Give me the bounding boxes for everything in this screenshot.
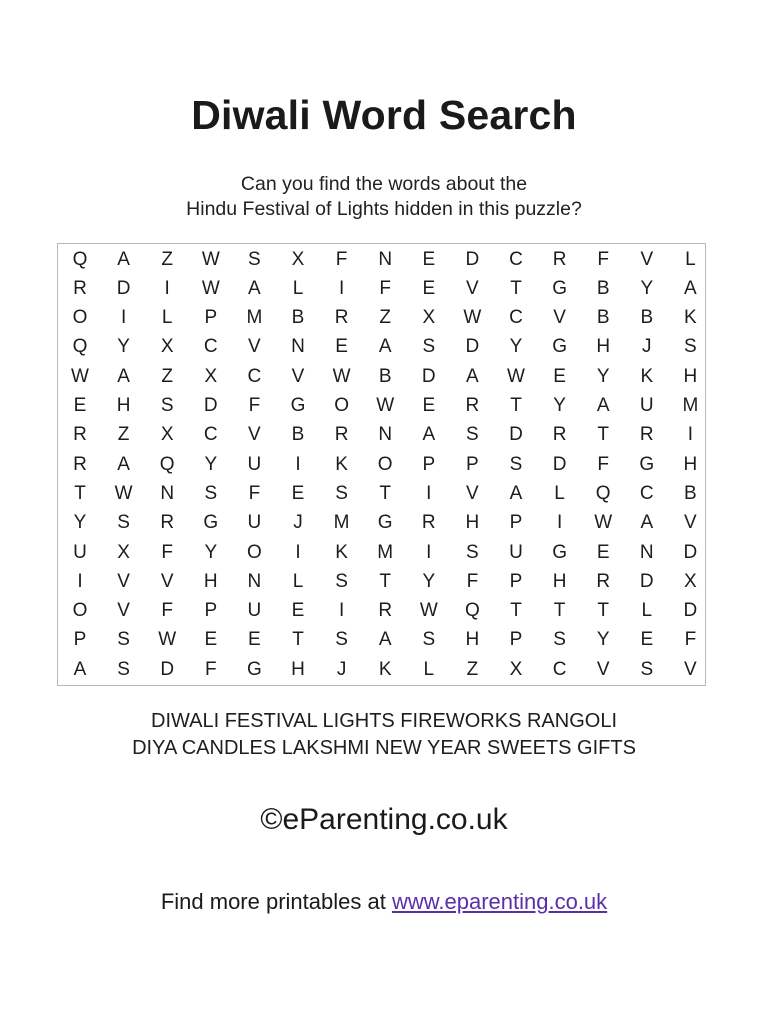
grid-cell: Q	[72, 248, 88, 270]
grid-cell: G	[203, 512, 219, 534]
grid-cell: X	[509, 658, 523, 680]
grid-cell: G	[552, 336, 567, 358]
grid-cell: H	[203, 570, 218, 592]
grid-cell: S	[248, 248, 261, 270]
grid-cell: H	[552, 570, 567, 592]
grid-cell: X	[291, 248, 305, 270]
grid-cell: L	[554, 482, 565, 504]
grid-cell: L	[161, 307, 173, 329]
grid-cell: Z	[466, 658, 479, 680]
grid-cell: F	[466, 570, 479, 592]
grid-cell: J	[336, 658, 347, 680]
instructions-line-2: Hindu Festival of Lights hidden in this puzzle?	[186, 198, 582, 220]
grid-cell: V	[684, 512, 697, 534]
grid-cell: L	[685, 248, 696, 270]
grid-cell: K	[684, 307, 697, 329]
grid-cell: V	[160, 570, 174, 592]
grid-cell: A	[378, 629, 392, 651]
grid-cell: Y	[596, 365, 610, 387]
grid-cell: E	[422, 277, 436, 299]
grid-cell: Z	[379, 307, 391, 329]
grid-cell: S	[160, 395, 174, 416]
grid-cell: R	[639, 424, 654, 446]
grid-cell: T	[597, 600, 609, 622]
word-search-grid	[57, 243, 706, 686]
grid-cell: P	[509, 629, 523, 651]
grid-cell: E	[422, 395, 436, 416]
grid-cell: P	[466, 453, 479, 475]
grid-cell: A	[684, 277, 697, 299]
grid-cell: I	[120, 307, 127, 329]
footer-text: Find more printables at	[160, 889, 392, 914]
grid-cell: V	[117, 600, 130, 622]
grid-cell: Y	[117, 336, 130, 358]
grid-cell: P	[204, 307, 218, 329]
grid-cell: X	[422, 307, 436, 329]
grid-cell: Z	[161, 248, 173, 270]
grid-cell: I	[426, 482, 432, 504]
grid-cell: D	[465, 336, 480, 358]
grid-cell: T	[510, 277, 522, 299]
grid-cell: L	[292, 277, 304, 299]
grid-cell: O	[72, 307, 88, 329]
grid-cell: V	[291, 365, 305, 387]
grid-cell: H	[465, 629, 480, 651]
copyright-notice: ©eParenting.co.uk	[260, 803, 508, 836]
grid-cell: W	[201, 277, 220, 299]
grid-cell: Q	[159, 453, 175, 475]
grid-cell: D	[421, 365, 436, 387]
grid-cell: Y	[509, 336, 523, 358]
grid-cell: T	[510, 600, 522, 622]
grid-cell: S	[335, 570, 348, 592]
grid-cell: J	[293, 512, 303, 534]
grid-cell: P	[509, 570, 523, 592]
grid-cell: S	[466, 541, 479, 563]
grid-cell: T	[597, 424, 609, 446]
grid-cell: O	[334, 395, 349, 416]
grid-cell: V	[596, 658, 610, 680]
grid-cell: G	[552, 541, 567, 563]
grid-cell: W	[376, 395, 395, 416]
grid-cell: A	[596, 395, 610, 416]
grid-cell: Q	[72, 336, 88, 358]
grid-cell: G	[377, 512, 393, 534]
grid-cell: O	[72, 600, 88, 622]
grid-cell: R	[73, 453, 87, 475]
grid-cell: F	[335, 248, 348, 270]
grid-cell: U	[509, 541, 523, 563]
grid-cell: L	[641, 600, 653, 622]
grid-cell: F	[597, 248, 609, 270]
grid-cell: C	[552, 658, 567, 680]
grid-cell: S	[422, 629, 436, 651]
grid-cell: A	[640, 512, 654, 534]
word-list-line-1: DIWALI FESTIVAL LIGHTS FIREWORKS RANGOLI	[151, 710, 617, 732]
grid-cell: F	[379, 277, 391, 299]
footer	[0, 889, 768, 915]
grid-cell: W	[594, 512, 613, 534]
grid-cell: D	[160, 658, 175, 680]
grid-cell: G	[290, 395, 306, 416]
grid-cell: X	[160, 424, 174, 446]
grid-cell: F	[248, 395, 261, 416]
grid-cell: R	[378, 600, 393, 622]
grid-cell: V	[640, 248, 654, 270]
grid-cell: I	[338, 600, 345, 622]
grid-cell: Y	[73, 512, 87, 534]
grid-cell: E	[248, 629, 261, 651]
grid-cell: K	[378, 658, 392, 680]
grid-cell: S	[335, 482, 348, 504]
grid-cell: D	[683, 600, 698, 622]
grid-cell: N	[160, 482, 175, 504]
grid-cell: E	[335, 336, 348, 358]
grid-cell: I	[164, 277, 170, 299]
grid-cell: N	[639, 541, 654, 563]
grid-cell: C	[203, 336, 218, 358]
grid-cell: D	[552, 453, 567, 475]
grid-cell: R	[552, 424, 567, 446]
grid-cell: M	[377, 541, 394, 563]
grid-cell: N	[291, 336, 305, 358]
grid-cell: V	[248, 336, 261, 358]
grid-cell: C	[203, 424, 218, 446]
grid-cell: W	[114, 482, 133, 504]
grid-cell: A	[117, 248, 130, 270]
grid-cell: S	[640, 658, 654, 680]
grid-cell: I	[556, 512, 563, 534]
grid-cell: I	[426, 541, 432, 563]
grid-cell: D	[683, 541, 698, 563]
grid-cell: N	[378, 248, 393, 270]
grid-cell: P	[509, 512, 523, 534]
grid-cell: Y	[596, 629, 610, 651]
grid-cell: B	[596, 277, 610, 299]
grid-cell: A	[117, 453, 130, 475]
grid-cell: S	[117, 512, 130, 534]
grid-cell: E	[73, 395, 87, 416]
grid-cell: I	[295, 541, 301, 563]
grid-cell: A	[509, 482, 523, 504]
grid-cell: F	[161, 600, 173, 622]
grid-cell: S	[509, 453, 523, 475]
grid-cell: I	[687, 424, 694, 446]
grid-cell: S	[204, 482, 218, 504]
grid-cell: A	[378, 336, 392, 358]
grid-cell: X	[204, 365, 218, 387]
grid-cell: R	[160, 512, 175, 534]
grid-cell: L	[423, 658, 435, 680]
grid-cell: W	[507, 365, 525, 387]
grid-cell: W	[158, 629, 177, 651]
grid-cell: Q	[465, 600, 480, 622]
grid-cell: R	[596, 570, 611, 592]
grid-cell: S	[422, 336, 436, 358]
grid-cell: W	[463, 307, 482, 329]
grid-cell: P	[204, 600, 218, 622]
letter-grid	[58, 244, 705, 685]
grid-cell: I	[338, 277, 345, 299]
grid-cell: F	[204, 658, 217, 680]
grid-cell: B	[291, 307, 305, 329]
grid-cell: S	[117, 658, 130, 680]
grid-cell: I	[295, 453, 301, 475]
grid-cell: E	[204, 629, 218, 651]
page-title: Diwali Word Search	[191, 92, 577, 138]
grid-cell: A	[248, 277, 261, 299]
grid-cell: C	[509, 248, 523, 270]
grid-cell: U	[639, 395, 654, 416]
grid-cell: S	[684, 336, 697, 358]
grid-cell: K	[640, 365, 654, 387]
grid-cell: D	[509, 424, 523, 446]
grid-cell: Q	[595, 482, 611, 504]
grid-cell: E	[291, 600, 305, 622]
grid-cell: P	[73, 629, 87, 651]
grid-cell: W	[419, 600, 438, 622]
grid-cell: S	[466, 424, 479, 446]
grid-cell: T	[74, 482, 86, 504]
grid-cell: G	[552, 277, 567, 299]
instructions	[0, 172, 768, 222]
grid-cell: K	[335, 453, 348, 475]
grid-cell: A	[117, 365, 130, 387]
grid-cell: V	[553, 307, 566, 329]
grid-cell: U	[247, 600, 262, 622]
grid-cell: H	[683, 365, 698, 387]
grid-cell: O	[377, 453, 393, 475]
grid-cell: F	[161, 541, 173, 563]
word-list	[0, 708, 768, 762]
grid-cell: R	[421, 512, 436, 534]
grid-cell: V	[684, 658, 697, 680]
grid-cell: B	[640, 307, 654, 329]
grid-cell: L	[292, 570, 304, 592]
word-list-line-2: DIYA CANDLES LAKSHMI NEW YEAR SWEETS GIFTS	[132, 737, 636, 759]
grid-cell: B	[596, 307, 610, 329]
grid-cell: E	[422, 248, 436, 270]
grid-cell: C	[509, 307, 523, 329]
grid-cell: I	[77, 570, 83, 592]
grid-cell: T	[510, 395, 522, 416]
grid-cell: T	[379, 570, 391, 592]
grid-cell: H	[116, 395, 131, 416]
grid-cell: Y	[553, 395, 566, 416]
grid-cell: D	[203, 395, 218, 416]
grid-cell: F	[597, 453, 609, 475]
grid-cell: R	[73, 424, 87, 446]
grid-cell: S	[117, 629, 130, 651]
grid-cell: Y	[204, 541, 218, 563]
grid-cell: H	[596, 336, 611, 358]
instructions-line-1: Can you find the words about the	[240, 173, 528, 195]
grid-cell: X	[684, 570, 697, 592]
grid-cell: R	[334, 424, 349, 446]
grid-cell: Z	[161, 365, 173, 387]
grid-cell: E	[596, 541, 610, 563]
grid-cell: M	[246, 307, 263, 329]
grid-cell: Y	[422, 570, 436, 592]
grid-cell: R	[334, 307, 349, 329]
grid-cell: C	[639, 482, 654, 504]
grid-cell: M	[333, 512, 350, 534]
grid-cell: O	[247, 541, 262, 563]
grid-cell: S	[553, 629, 566, 651]
grid-cell: N	[378, 424, 393, 446]
grid-cell: T	[379, 482, 391, 504]
grid-cell: X	[117, 541, 130, 563]
grid-cell: V	[466, 277, 479, 299]
grid-cell: D	[639, 570, 654, 592]
grid-cell: G	[247, 658, 262, 680]
grid-cell: W	[332, 365, 351, 387]
grid-cell: K	[335, 541, 348, 563]
grid-cell: A	[422, 424, 436, 446]
grid-cell: B	[378, 365, 392, 387]
grid-cell: P	[422, 453, 436, 475]
grid-cell: B	[684, 482, 697, 504]
grid-cell: A	[466, 365, 479, 387]
grid-cell: W	[201, 248, 220, 270]
grid-cell: M	[682, 395, 699, 416]
grid-cell: W	[71, 365, 89, 387]
grid-cell: G	[639, 453, 655, 475]
grid-cell: U	[73, 541, 87, 563]
grid-cell: E	[291, 482, 305, 504]
grid-cell: A	[73, 658, 87, 680]
grid-cell: U	[247, 512, 262, 534]
grid-cell: T	[292, 629, 304, 651]
grid-cell: U	[247, 453, 262, 475]
grid-cell: T	[553, 600, 566, 622]
grid-cell: F	[248, 482, 261, 504]
grid-cell: H	[465, 512, 480, 534]
grid-cell: R	[465, 395, 480, 416]
grid-cell: B	[291, 424, 305, 446]
grid-cell: D	[116, 277, 131, 299]
website-link[interactable]: www.eparenting.co.uk	[391, 889, 608, 914]
grid-cell: Z	[117, 424, 130, 446]
grid-cell: F	[684, 629, 697, 651]
grid-cell: D	[465, 248, 480, 270]
grid-cell: R	[552, 248, 567, 270]
grid-cell: Y	[204, 453, 218, 475]
grid-cell: C	[247, 365, 262, 387]
grid-cell: S	[335, 629, 348, 651]
grid-cell: E	[640, 629, 654, 651]
grid-cell: X	[160, 336, 174, 358]
grid-cell: V	[248, 424, 261, 446]
grid-cell: R	[73, 277, 87, 299]
grid-cell: Y	[640, 277, 654, 299]
grid-cell: N	[247, 570, 262, 592]
grid-cell: E	[553, 365, 566, 387]
grid-cell: H	[291, 658, 305, 680]
grid-cell: V	[117, 570, 130, 592]
grid-cell: J	[642, 336, 652, 358]
grid-cell: V	[466, 482, 479, 504]
grid-cell: H	[683, 453, 698, 475]
